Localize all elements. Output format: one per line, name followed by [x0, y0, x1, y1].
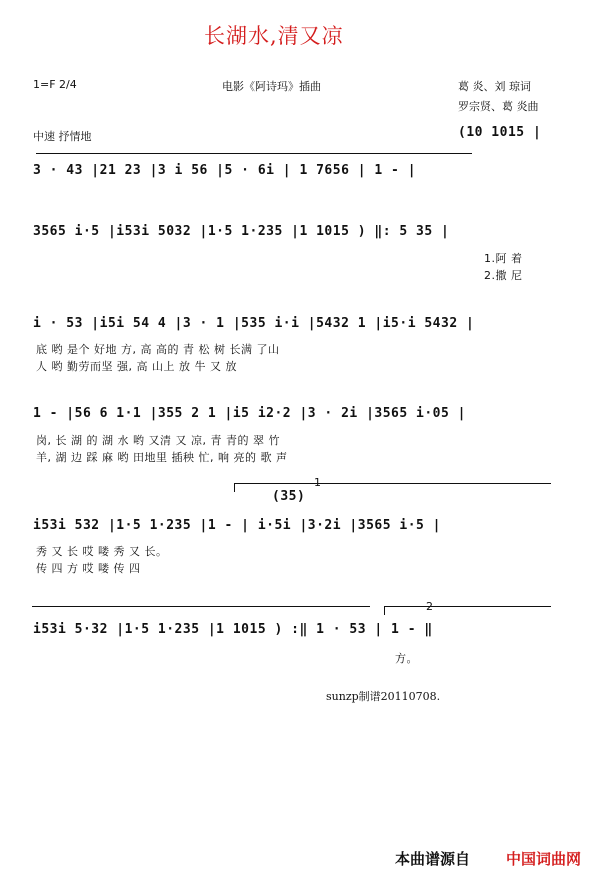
lyrics-line-3-verse-1: 底 哟 是个 好地 方, 高 高的 青 松 树 长满 了山: [36, 343, 280, 356]
composer-credit: 罗宗贤、葛 炎曲: [458, 100, 539, 113]
tempo-marking: 中速 抒情地: [33, 130, 92, 143]
repeat-label: (35): [272, 489, 306, 504]
footer-source-label: 本曲谱源自: [395, 850, 471, 868]
footer-site-name[interactable]: 中国词曲网: [506, 850, 582, 868]
score-line-1: 3 · 43 |21 23 |3 i 56 |5 · 6i | 1 7656 | 1 - |: [33, 163, 417, 178]
lyrics-line-3-verse-2: 人 哟 勤劳而坚 强, 高 山上 放 牛 又 放: [36, 360, 237, 373]
verse-marker-1: 1.阿 着: [484, 252, 523, 265]
lyrics-line-4-verse-1: 岗, 长 湖 的 湖 水 哟 又清 又 凉, 青 青的 翠 竹: [36, 434, 280, 447]
score-line-2: 3565 i·5 |i53i 5032 |1·5 1·235 |1 1015 ) ‖: 5 35 |: [33, 224, 450, 239]
volta-line-left: [32, 606, 370, 607]
lyrics-line-5-verse-1: 秀 又 长 哎 喽 秀 又 长。: [36, 545, 168, 558]
score-line-4: 1 - |56 6 1·1 |355 2 1 |i5 i2·2 |3 · 2i |3565 i·05 |: [33, 406, 466, 421]
score-line-6: i53i 5·32 |1·5 1·235 |1 1015 ) :‖ 1 · 53 | 1 - ‖: [33, 622, 433, 637]
maker-credit: sunzp制谱20110708.: [326, 690, 441, 703]
intro-notes: (10 1015 |: [458, 125, 542, 140]
key-signature: 1=F 2/4: [33, 78, 77, 91]
lyrics-line-5-verse-2: 传 四 方 哎 喽 传 四: [36, 562, 141, 575]
score-line-3: i · 53 |i5i 54 4 |3 · 1 |535 i·i |5432 1 |i5·i 5432 |: [33, 316, 475, 331]
volta-label-2: 2: [426, 600, 433, 613]
page-title: 长湖水,清又凉: [204, 24, 344, 48]
subtitle: 电影《阿诗玛》插曲: [222, 80, 321, 93]
lyrics-line-6-verse-1: 方。: [395, 652, 418, 665]
lyrics-line-4-verse-2: 羊, 湖 边 踩 麻 哟 田地里 插秧 忙, 响 亮的 歌 声: [36, 451, 288, 464]
slur-line: [36, 153, 472, 154]
volta-bracket-2: [384, 606, 551, 615]
lyricist-credit: 葛 炎、刘 琼词: [458, 80, 531, 93]
verse-marker-2: 2.撒 尼: [484, 269, 523, 282]
score-line-5: i53i 532 |1·5 1·235 |1 - | i·5i |3·2i |3565 i·5 |: [33, 518, 442, 533]
volta-label-1: 1: [314, 476, 321, 489]
